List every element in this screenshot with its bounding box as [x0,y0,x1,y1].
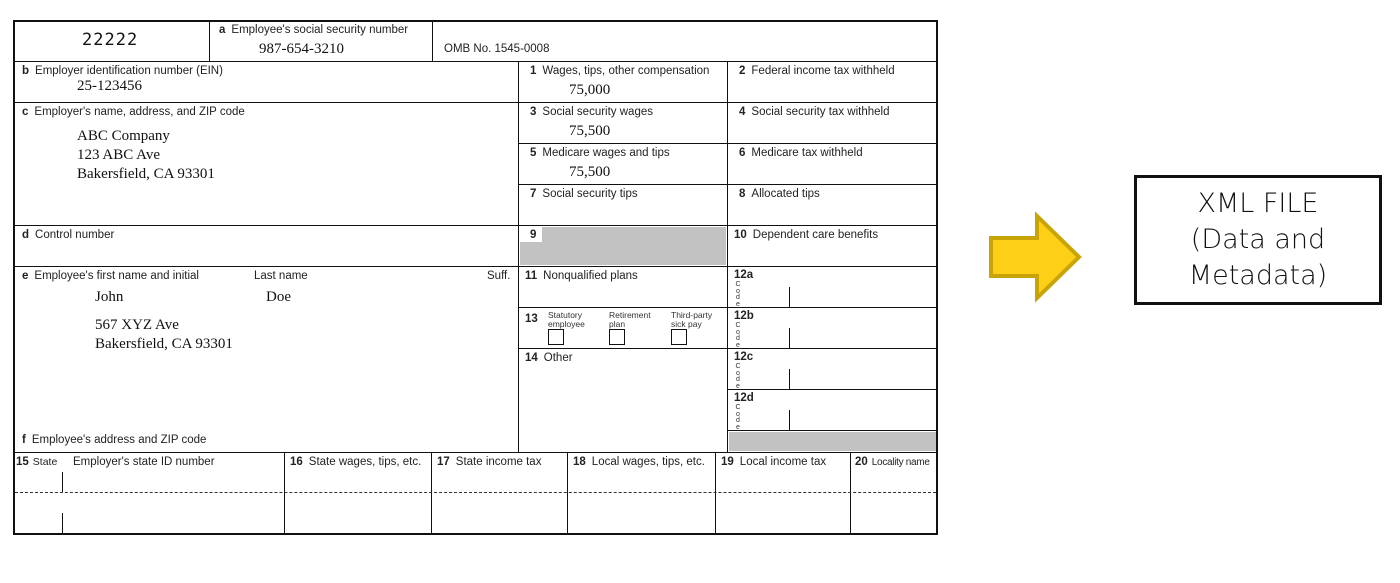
retirement-line2: plan [609,319,626,329]
box-7-num: 7 [530,188,537,200]
box-8-label [739,188,820,200]
third-party-sick-pay-checkbox[interactable] [671,329,687,345]
box-18-label [573,456,705,468]
retirement-plan-checkbox[interactable] [609,329,625,345]
box-2-label [739,65,895,77]
box-e-label-text: Employee's first name and initial [34,270,199,282]
code-label-12d [735,405,741,431]
box-14-label [525,352,573,364]
box-20-label [855,456,930,468]
box-15-label [16,456,57,468]
box-d-label [22,229,114,241]
employer-name[interactable]: ABC Company [77,128,170,144]
box-1-label [530,65,709,77]
box-16-label-text: State wages, tips, etc. [308,456,422,468]
form-code: 22222 [82,30,139,50]
box-3-label-text: Social security wages [542,106,653,118]
box-1-num: 1 [530,65,537,77]
box-b-label-text: Employer identification number (EIN) [35,65,223,77]
box-14-label-text: Other [543,352,573,364]
box-8-label-text: Allocated tips [751,188,820,200]
xml-file-box [1134,175,1382,305]
xml-file-line-1: XML FILE [1197,188,1319,219]
divider [432,20,433,61]
divider [13,102,518,103]
box-17-num: 17 [437,456,450,468]
box-12-shaded [729,432,936,451]
code-divider-12c [789,369,790,389]
box-f-label-text: Employee's address and ZIP code [31,434,207,446]
suffix-label: Suff. [487,270,511,282]
box-6-label-text: Medicare tax withheld [751,147,863,159]
box-a-label [219,24,408,36]
xml-file-line-3: Metadata) [1188,260,1328,291]
box-10-label [734,229,878,241]
box-19-num: 19 [721,456,734,468]
code-text: C o d e [735,281,741,308]
box-3-num: 3 [530,106,537,118]
employee-first-name[interactable]: John [95,289,124,305]
divider [431,452,432,534]
box-9-num: 9 [530,229,537,241]
box-f-letter: f [22,434,26,446]
box-12b-num: 12b [734,310,754,322]
box-11-num: 11 [525,270,538,282]
divider [715,452,716,534]
wages-value[interactable]: 75,000 [569,82,611,98]
ein-value[interactable]: 25-123456 [77,78,142,94]
divider [727,430,938,431]
box-11-label-text: Nonqualified plans [543,270,638,282]
divider [518,184,938,185]
divider [518,225,938,226]
box-13-num: 13 [525,313,538,325]
code-text: C o d e [735,404,741,431]
box-16-label [290,456,421,468]
divider [13,61,938,62]
statutory-employee-label [548,311,585,329]
box-2-label-text: Federal income tax withheld [751,65,895,77]
box-13-label [525,313,544,325]
divider [727,389,938,390]
box-c-label-text: Employer's name, address, and ZIP code [34,106,245,118]
box-18-num: 18 [573,456,586,468]
box-5-num: 5 [530,147,537,159]
box-8-num: 8 [739,188,746,200]
box-10-num: 10 [734,229,747,241]
divider [518,102,938,103]
box-a-label-text: Employee's social security number [231,24,409,36]
employer-city[interactable]: Bakersfield, CA 93301 [77,166,215,182]
divider [13,266,518,267]
box-14-num: 14 [525,352,538,364]
box-c-letter: c [22,106,29,118]
medicare-wages-value[interactable]: 75,500 [569,164,611,180]
box-17-label-text: State income tax [455,456,542,468]
box-12c-num: 12c [734,351,754,363]
thirdparty-line1: Third-party [671,310,713,320]
dashed-divider [15,492,936,493]
divider [209,20,210,61]
box-6-num: 6 [739,147,746,159]
box-d-letter: d [22,229,30,241]
box-18-label-text: Local wages, tips, etc. [591,456,705,468]
ssn-value[interactable]: 987-654-3210 [259,41,344,57]
box-10-label-text: Dependent care benefits [752,229,879,241]
right-arrow-icon [985,210,1085,305]
thirdparty-line2: sick pay [671,319,702,329]
divider [13,225,518,226]
box-9-label [530,229,542,241]
box-1-label-text: Wages, tips, other compensation [542,65,710,77]
box-6-label [739,147,863,159]
retirement-line1: Retirement [609,310,651,320]
divider [518,348,938,349]
state-divider-2 [62,513,63,533]
box-15-num: 15 [16,456,29,468]
box-4-label-text: Social security tax withheld [751,106,890,118]
box-12c-label [734,351,759,363]
arrow-shape [991,216,1079,298]
box-4-label [739,106,889,118]
box-e-label [22,270,199,282]
retirement-plan-label [609,311,651,329]
box-12a-num: 12a [734,269,754,281]
divider [518,143,938,144]
divider [284,452,285,534]
divider [518,266,938,267]
box-19-label [721,456,826,468]
divider [567,452,568,534]
box-5-label-text: Medicare wages and tips [542,147,670,159]
box-16-num: 16 [290,456,303,468]
state-label: State [32,456,58,468]
box-12a-label [734,269,759,281]
divider [13,452,938,453]
divider [518,307,938,308]
code-divider-12d [789,410,790,430]
box-e-letter: e [22,270,29,282]
statutory-employee-checkbox[interactable] [548,329,564,345]
last-name-label: Last name [254,270,308,282]
box-12b-label [734,310,760,322]
box-20-num: 20 [855,456,868,468]
employee-last-name[interactable]: Doe [266,289,291,305]
box-b-letter: b [22,65,30,77]
ss-wages-value[interactable]: 75,500 [569,123,611,139]
box-20-label-text: Locality name [871,457,930,468]
box-19-label-text: Local income tax [739,456,827,468]
code-label-12c [735,364,741,390]
third-party-sick-pay-label [671,311,712,329]
box-7-label [530,188,638,200]
code-text: C o d e [735,363,741,390]
employee-city[interactable]: Bakersfield, CA 93301 [95,336,233,352]
box-12d-label [734,392,760,404]
state-id-label: Employer's state ID number [73,456,215,468]
box-11-label [525,270,638,282]
box-d-label-text: Control number [35,229,115,241]
code-label-12b [735,323,741,349]
employer-street[interactable]: 123 ABC Ave [77,147,161,163]
box-c-label [22,106,245,118]
code-label-12a [735,282,741,308]
box-12d-num: 12d [734,392,754,404]
box-17-label [437,456,541,468]
box-2-num: 2 [739,65,746,77]
state-divider-1 [62,472,63,492]
divider [850,452,851,534]
box-a-letter: a [219,24,226,36]
code-text: C o d e [735,322,741,349]
box-b-label [22,65,223,77]
box-5-label [530,147,670,159]
box-4-num: 4 [739,106,746,118]
divider [518,61,519,452]
statutory-line2: employee [548,319,585,329]
box-9-shaded [520,227,726,265]
code-divider-12a [789,287,790,307]
code-divider-12b [789,328,790,348]
statutory-line1: Statutory [548,310,583,320]
box-f-label [22,434,206,446]
divider [727,61,728,452]
box-3-label [530,106,653,118]
box-7-label-text: Social security tips [542,188,638,200]
xml-file-line-2: (Data and [1190,224,1326,255]
employee-street[interactable]: 567 XYZ Ave [95,317,179,333]
omb-number: OMB No. 1545-0008 [444,43,550,55]
